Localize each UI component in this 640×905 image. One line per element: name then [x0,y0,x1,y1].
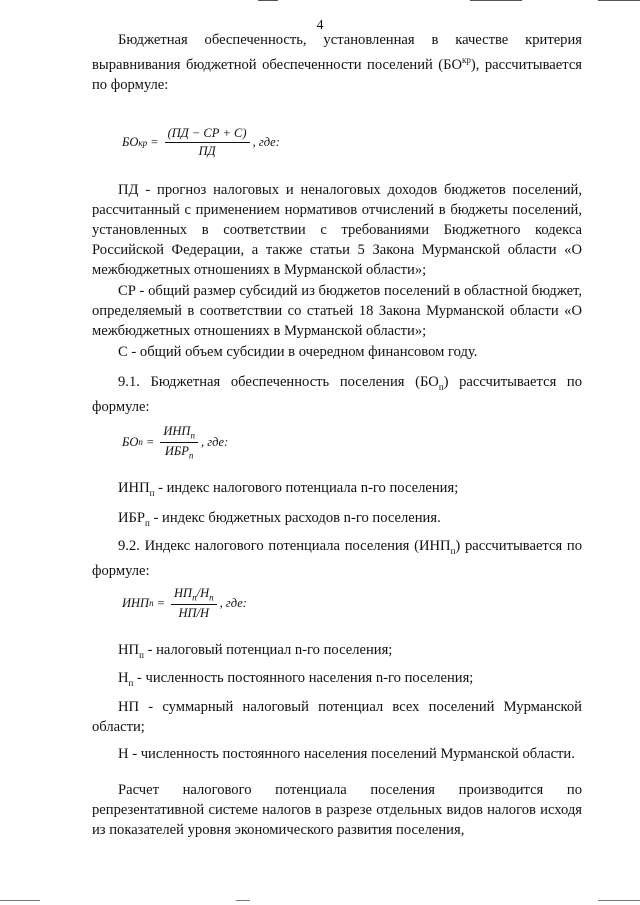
scan-edge-line [258,0,278,1]
paragraph-intro: Бюджетная обеспеченность, установленная в качестве критерия выравнивания бюджетной обеспеченности поселений $(БО^{кр})$, рассчитывается по формуле: [92,32,583,93]
fraction: $\frac{НП_п/Н_п}{НП/Н}$ [171,586,217,621]
scan-edge-line [470,0,522,1]
fraction: $\frac{ИНП_п}{ИБР_п}$ [160,424,198,460]
scan-edge-line [0,900,40,901]
paragraph-9-2: 9.2. Индекс налогового потенциала поселения $(ИНП_п)$ рассчитывается по формуле: [92,538,582,579]
fraction: $\frac{(ПД - СР + С)}{ПД}$ [165,126,250,159]
paragraph-np-total: НП - суммарный налоговый потенциал всех поселений Мурманской области; [92,699,582,735]
paragraph-pd: ПД - прогноз налоговых и неналоговых доходов бюджетов поселений, рассчитанный с применением нормативов отчислений в бюджеты поселений, установленных в соответствии с требованиями Бюджетного кодекса Российской Федерации, а также статьи 5 Закона Мурманской области «О межбюджетных отношениях в Мурманской области»; [92,182,582,278]
paragraph-np: $НП_п$ - налоговый потенциал n-го поселения; [118,642,393,660]
paragraph-ibr: $ИБР_п$ - индекс бюджетных расходов n-го поселения. [118,510,441,528]
formula-inp-n: ИНП п = $\frac{НП_п/Н_п}{НП/Н}$ , где: [122,586,247,620]
paragraph-c: С - общий объем субсидии в очередном финансовом году. [118,344,478,360]
scan-edge-line [598,900,640,901]
paragraph-inp: $ИНП_п$ - индекс налогового потенциала n-го поселения; [118,480,459,498]
scan-edge-line [236,900,250,901]
paragraph-n-total: Н - численность постоянного населения поселений Мурманской области. [118,746,575,762]
paragraph-9-1: 9.1. Бюджетная обеспеченность поселения $(БО_п)$ рассчитывается по формуле: [92,374,582,415]
formula-bo-kr: БО кр = $\frac{(ПД - СР + С)}{ПД}$ , где: [122,126,280,158]
scan-edge-line [598,0,640,1]
page-number: 4 [316,18,324,33]
formula-bo-n: БО п = $\frac{ИНП_п}{ИБР_п}$ , где: [122,424,229,460]
paragraph-sr: СР - общий размер субсидий из бюджетов поселений в областной бюджет, определяемый в соответствии со статьей 18 Закона Мурманской области «О межбюджетных отношениях в Мурманской области»; [92,283,582,339]
paragraph-n: $Н_п$ - численность постоянного населения n-го поселения; [118,670,474,688]
paragraph-calc: Расчет налогового потенциала поселения производится по репрезентативной системе налогов в разрезе отдельных видов налогов исходя из показателей уровня экономического развития поселения, [92,782,582,838]
